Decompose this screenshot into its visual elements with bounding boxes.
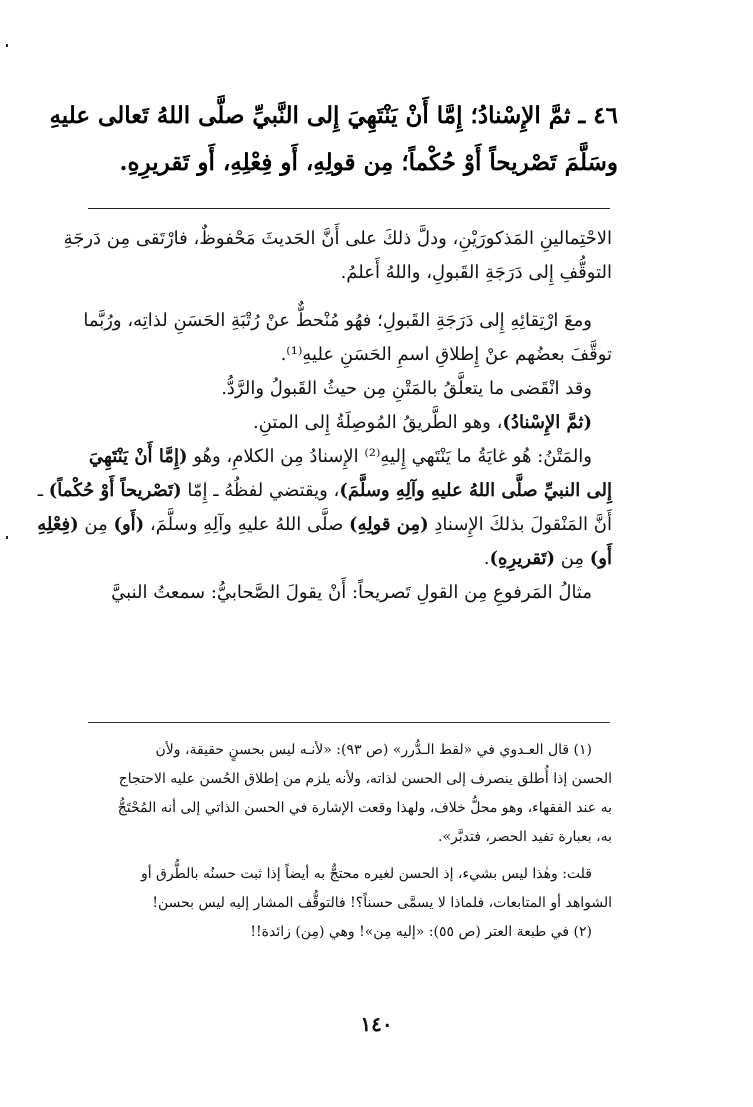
text-line	[37, 474, 612, 508]
text-segment: ، وهو الطَّريقُ المُوصِلَةُ إِلى المتنِ.	[252, 412, 503, 433]
footnote-line: به عند الفقهاء، وهو محلُّ خلاف، ولهذا وقعت الإشارة في الحسن الذاتي إلى أنه المُحْتَجُّ	[117, 800, 612, 816]
text-segment: ، ويقتضي لفظُهُ ـ إِمّا	[187, 480, 340, 501]
footnote-line: (٢) في طبعة العتر (ص ٥٥): «إليه مِن»! وهي (مِن) زائدة!!	[250, 924, 592, 940]
section-divider	[88, 208, 610, 209]
matn-quote: (فِعْلِهِ	[37, 514, 79, 535]
text-segment: مِن	[78, 514, 114, 535]
footnote-line: به، بعبارة تفيد الحصر، فتدبَّر».	[438, 829, 612, 845]
text-line: الاحْتِمالينِ المَذكورَيْنِ، ودلَّ ذلكَ على أَنَّ الحَديثَ مَحْفوظٌ، فارْتَقى مِن دَرجَةِ	[63, 228, 612, 249]
text-segment: صلَّى اللهُ عليهِ وآلِهِ وسلَّمَ،	[144, 514, 349, 535]
text-segment: مِن	[554, 548, 590, 569]
matn-quote: (مِن قولِهِ)	[348, 514, 429, 535]
matn-quote: (ثمَّ الإِسْنادُ)	[502, 412, 592, 433]
matn-quote: (تَقريرِهِ)	[489, 548, 555, 569]
footnotes	[86, 736, 612, 947]
matn-quote: (تَصْريحاً أَوْ حُكْماً)	[48, 480, 182, 501]
footnote-separator	[88, 722, 610, 723]
matn-line: وسَلَّمَ تَصْريحاً أَوْ حُكْماً؛ مِن قولِهِ، أَو فِعْلِهِ، أَو تَقريرِهِ.	[119, 149, 618, 176]
matn-quote: (أَو)	[113, 514, 145, 535]
matn-line: ٤٦ ـ ثمَّ الإِسْنادُ؛ إِمَّا أَنْ يَنْتَهِيَ إِلى النَّبيِّ صلَّى اللهُ تَعالى عليهِ	[49, 102, 618, 129]
text-line	[86, 542, 612, 576]
commentary-text	[37, 222, 612, 610]
text-line: وقد انْقَضى ما يتعلَّقُ بالمَتْنِ مِن حيثُ القَبولُ والرَّدُّ.	[221, 378, 592, 399]
text-segment: ـ	[37, 480, 49, 501]
margin-mark-middle	[6, 536, 8, 539]
matn-quote: (إِمَّا أَنْ يَنْتَهِيَ	[88, 446, 188, 467]
text-line: مثالُ المَرفوعِ مِن القولِ تَصريحاً: أَنْ يقولَ الصَّحابيُّ: سمعتُ النبيَّ	[111, 582, 592, 603]
text-segment: أَنَّ المَنْقولَ بذلكَ الإِسنادِ	[434, 514, 612, 535]
matn-text	[49, 92, 618, 186]
margin-mark-top	[6, 44, 8, 47]
text-segment: .	[483, 548, 490, 569]
footnote-line: قلت: وهٰذا ليس بشيء، إذ الحسن لغيره محتجٌّ به أيضاً إذا ثبت حسنُه بالطُّرق أو	[140, 866, 592, 882]
text-line	[86, 440, 612, 474]
text-line	[86, 406, 612, 440]
footnote-line: (١) قال العـدوي في «لقط الـدُّرر» (ص ٩٣): «لأنـه ليس بحسنٍ حقيقة، ولأن	[155, 742, 592, 758]
footnote-line: الحسن إذا أُطلق ينصرف إلى الحسن لذاته، ولأنه يلزم من إطلاق الحُسن عليه الاحتجاج	[118, 771, 612, 787]
text-segment: والمَتْنُ: هُو غايَةُ ما يَنْتَهي إِليهِ⁽²⁾ الإِسنادُ مِن الكلامِ، وهُو	[193, 446, 592, 467]
matn-quote: أَو)	[589, 548, 612, 569]
page-number: ١٤٠	[360, 1012, 393, 1036]
text-line: توقَّفَ بعضُهم عنْ إِطلاقِ اسمِ الحَسَنِ عليهِ⁽¹⁾.	[280, 344, 612, 365]
footnote-line: الشواهد أو المتابعات، فلماذا لا يسمَّى حسناً؟! فالتوقُّف المشار إليه ليس بحسن!	[152, 895, 612, 911]
text-line	[37, 508, 612, 542]
text-line: ومعَ ارْتِقائِهِ إِلى دَرَجَةِ القَبولِ؛ فهُو مُنْحطٌّ عنْ رُتْبَةِ الحَسَنِ لذاتِه، ورُبَّما	[83, 310, 592, 331]
matn-quote: إِلى النبيِّ صلَّى اللهُ عليهِ وآلِهِ وسلَّمَ)	[339, 480, 612, 501]
text-line: التوقُّفِ إِلى دَرَجَةِ القَبولِ، واللهُ أَعلمُ.	[340, 262, 612, 283]
